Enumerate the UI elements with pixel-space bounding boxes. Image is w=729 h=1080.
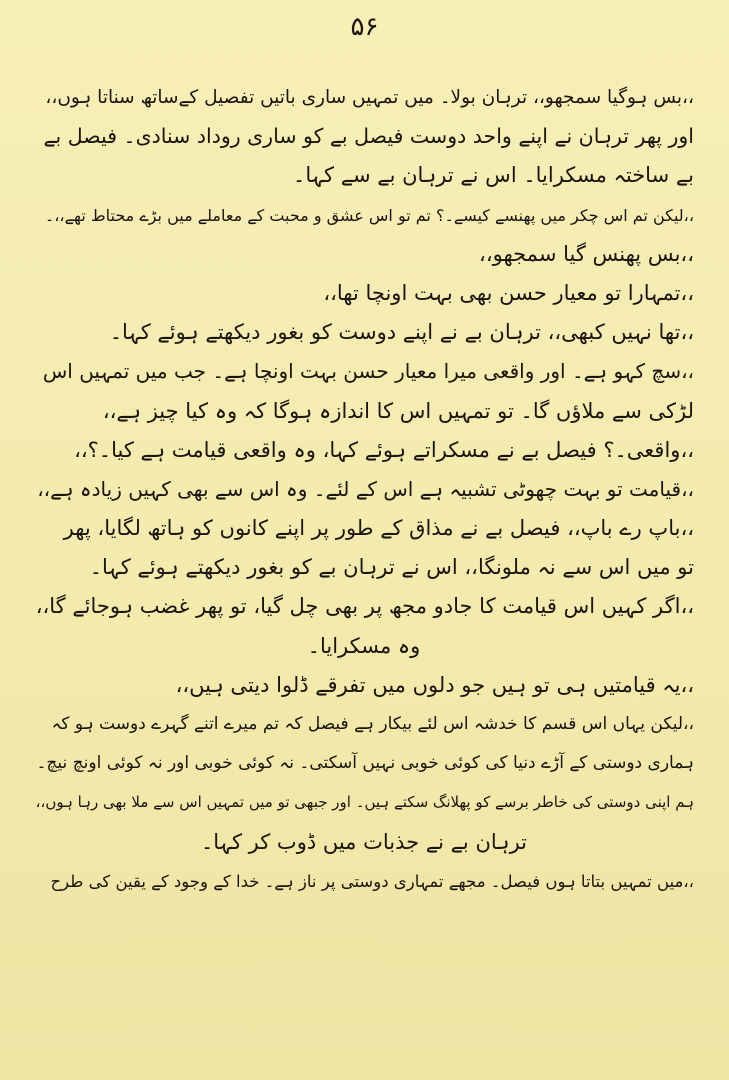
text-line: ،،سچ کہو ہے۔ اور واقعی میرا معیار حسن بہت اونچا ہے۔ جب میں تمہیں اس: [42, 359, 694, 384]
text-line: ،،بس پھنس گیا سمجھو،،: [479, 241, 694, 266]
text-line: ترہان بے نے جذبات میں ڈوب کر کہا۔: [200, 829, 528, 854]
text-line: ،،اگر کہیں اس قیامت کا جادو مجھ پر بھی چل گیا، تو پھر غضب ہوجائے گا،،: [35, 594, 694, 619]
text-line: ،،بس ہوگیا سمجھو،، ترہان بولا۔ میں تمہیں ساری باتیں تفصیل کےساتھ سناتا ہوں،،: [45, 87, 694, 108]
text-line: ،،قیامت تو بہت چھوٹی تشبیہ ہے اس کے لئے۔ وہ اس سے بھی کہیں زیادہ ہے،،: [37, 476, 694, 501]
text-line: ،،باپ رے باپ،، فیصل بے نے مذاق کے طور پر اپنے کانوں کو ہاتھ لگایا، پھر: [63, 516, 694, 541]
text-line: ،،لیکن تم اس چکر میں پھنسے کیسے۔؟ تم تو اس عشق و محبت کے معاملے میں بڑے محتاط تھے،،۔: [44, 205, 694, 225]
text-line: ،،واقعی۔؟ فیصل بے نے مسکراتے ہوئے کہا، وہ واقعی قیامت ہے کیا۔؟،،: [74, 437, 694, 462]
text-line: ،،یہ قیامتیں ہی تو ہیں جو دلوں میں تفرقے ڈلوا دیتی ہیں،،: [175, 672, 694, 697]
text-line: ،،لیکن یہاں اس قسم کا خدشہ اس لئے بیکار ہے فیصل کہ تم میرے اتنے گہرے دوست ہو کہ: [51, 714, 694, 734]
text-line: ہماری دوستی کے آڑے دنیا کی کوئی خوبی نہیں آسکتی۔ نہ کوئی خوبی اور نہ کوئی اونچ نیچ۔: [36, 753, 694, 774]
page-number: ۵۶: [350, 12, 379, 42]
body-text: [34, 78, 694, 901]
text-line: ،،تھا نہیں کبھی،، ترہان بے نے اپنے دوست کو بغور دیکھتے ہوئے کہا۔: [109, 320, 694, 345]
text-line: ،،تمہارا تو معیار حسن بھی بہت اونچا تھا،،: [323, 280, 694, 305]
text-line: ،،میں تمہیں بتاتا ہوں فیصل۔ مجھے تمہاری دوستی پر ناز ہے۔ خدا کے وجود کے یقین کی طرح: [50, 871, 694, 891]
text-line: بے ساختہ مسکرایا۔ اس نے ترہان بے سے کہا۔: [293, 163, 694, 188]
text-line: ہم اپنی دوستی کی خاطر برسے کو پھلانگ سکتے ہیں۔ اور جبھی تو میں تمہیں اس سے ملا بھی رہا ہوں،،: [35, 793, 694, 812]
text-line: لڑکی سے ملاؤں گا۔ تو تمہیں اس کا اندازہ ہوگا کہ وہ کیا چیز ہے،،: [102, 398, 694, 423]
text-line: تو میں اس سے نہ ملونگا،، اس نے ترہان بے کو بغور دیکھتے ہوئے کہا۔: [89, 555, 694, 580]
text-line: وہ مسکرایا۔: [307, 633, 421, 658]
text-line: اور پھر ترہان نے اپنے واحد دوست فیصل بے کو ساری روداد سنادی۔ فیصل بے: [43, 124, 694, 149]
